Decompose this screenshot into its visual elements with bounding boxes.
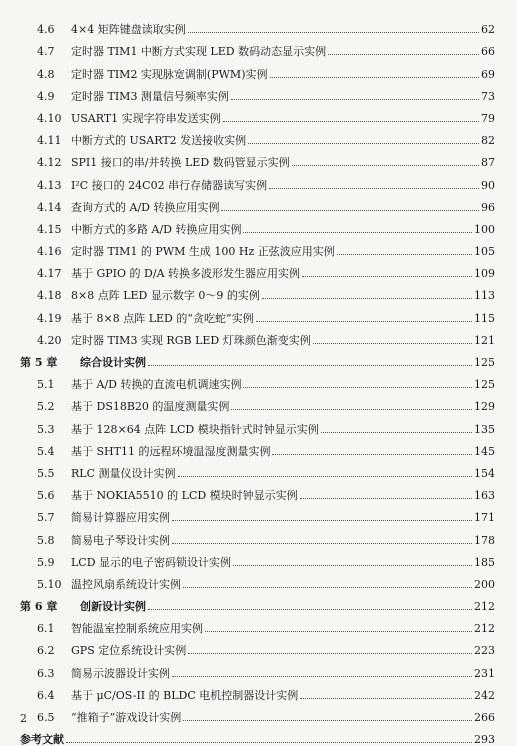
toc-references-entry [0, 724, 517, 746]
toc-entry-number: 4.15 [37, 222, 62, 236]
toc-entry-number: 4.20 [37, 333, 62, 347]
toc-entry-number: 5.8 [37, 533, 55, 547]
toc-section-entry [0, 458, 517, 480]
toc-entry-page: 212 [474, 622, 495, 636]
toc-entry-number: 4.7 [37, 45, 55, 59]
toc-entry-page: 113 [474, 289, 495, 303]
toc-entry-title: 综合设计实例 [80, 356, 146, 369]
toc-section-entry [0, 258, 517, 280]
toc-section-entry [0, 192, 517, 214]
toc-entry-title: 简易计算器应用实例 [71, 511, 170, 525]
toc-dot-leader [272, 454, 472, 455]
toc-entry-number: 4.14 [37, 200, 62, 214]
toc-section-entry [0, 302, 517, 324]
toc-entry-page: 129 [474, 400, 495, 414]
toc-entry-title: GPS 定位系统设计实例 [71, 644, 187, 658]
toc-section-entry [0, 214, 517, 236]
toc-dot-leader [262, 298, 472, 299]
toc-entry-page: 100 [474, 222, 495, 236]
toc-section-entry [0, 613, 517, 635]
toc-section-entry [0, 14, 517, 36]
toc-entry-page: 73 [481, 89, 495, 103]
toc-dot-leader [300, 498, 472, 499]
toc-chapter-entry [0, 591, 517, 613]
toc-entry-title: 基于 GPIO 的 D/A 转换多波形发生器应用实例 [71, 267, 301, 281]
toc-entry-page: 105 [474, 245, 495, 259]
toc-dot-leader [148, 609, 472, 610]
toc-dot-leader [66, 742, 472, 743]
toc-entry-number: 4.8 [37, 67, 55, 81]
toc-dot-leader [269, 188, 479, 189]
toc-entry-page: 266 [474, 711, 495, 724]
toc-entry-page: 96 [481, 200, 495, 214]
toc-entry-page: 79 [481, 111, 495, 125]
toc-dot-leader [183, 587, 472, 588]
toc-dot-leader [172, 543, 472, 544]
toc-entry-number: 4.12 [37, 156, 62, 170]
toc-entry-page: 200 [474, 577, 495, 591]
toc-section-entry [0, 502, 517, 524]
toc-entry-page: 69 [481, 67, 495, 81]
toc-entry-title: 8×8 点阵 LED 显示数字 0～9 的实例 [71, 289, 260, 303]
toc-entry-title: 定时器 TIM3 测量信号频率实例 [71, 89, 229, 103]
toc-section-entry [0, 280, 517, 302]
toc-entry-number: 5.10 [37, 577, 62, 591]
toc-entry-title: 中断方式的 USART2 发送接收实例 [71, 134, 247, 148]
toc-section-entry [0, 36, 517, 58]
toc-entry-title: 简易示波器设计实例 [71, 666, 170, 680]
toc-entry-title: 简易电子琴设计实例 [71, 533, 170, 547]
toc-dot-leader [231, 99, 479, 100]
toc-entry-number: 5.7 [37, 511, 55, 525]
toc-section-entry [0, 81, 517, 103]
toc-entry-number: 4.10 [37, 111, 62, 125]
toc-entry-page: 135 [474, 422, 495, 436]
toc-entry-number: 6.2 [37, 644, 55, 658]
toc-dot-leader [183, 720, 472, 721]
toc-entry-number: 4.9 [37, 89, 55, 103]
toc-section-entry [0, 635, 517, 657]
toc-dot-leader [313, 343, 472, 344]
toc-entry-number: 5.1 [37, 378, 55, 392]
footer-page-number: 2 [20, 712, 27, 725]
toc-entry-number: 5.2 [37, 400, 55, 414]
toc-dot-leader [302, 276, 472, 277]
toc-entry-page: 145 [474, 444, 495, 458]
toc-chapter-entry [0, 347, 517, 369]
toc-entry-number: 第 5 章 [20, 356, 58, 369]
toc-dot-leader [248, 143, 479, 144]
toc-entry-page: 125 [474, 356, 495, 369]
toc-entry-title: 温控风扇系统设计实例 [71, 577, 181, 591]
toc-entry-number: 4.6 [37, 23, 55, 37]
toc-entry-title: 定时器 TIM1 的 PWM 生成 100 Hz 正弦波应用实例 [71, 245, 335, 259]
toc-entry-page: 242 [474, 688, 495, 702]
toc-entry-page: 293 [474, 733, 495, 746]
toc-entry-page: 223 [474, 644, 495, 658]
toc-entry-page: 185 [474, 555, 495, 569]
toc-entry-title: 定时器 TIM1 中断方式实现 LED 数码动态显示实例 [71, 45, 327, 59]
toc-section-entry [0, 325, 517, 347]
toc-entry-title: 4×4 矩阵键盘读取实例 [71, 23, 186, 37]
toc-entry-title: 基于 SHT11 的远程环境温湿度测量实例 [71, 444, 271, 458]
toc-entry-title: USART1 实现字符串发送实例 [71, 111, 221, 125]
toc-entry-number: 5.5 [37, 466, 55, 480]
toc-dot-leader [233, 565, 472, 566]
toc-section-entry [0, 680, 517, 702]
toc-dot-leader [328, 54, 479, 55]
toc-entry-number: 5.9 [37, 555, 55, 569]
toc-entry-title: 基于 A/D 转换的直流电机调速实例 [71, 378, 242, 392]
toc-dot-leader [231, 409, 472, 410]
toc-entry-title: 定时器 TIM2 实现脉宽调制(PWM)实例 [71, 67, 268, 81]
toc-entry-page: 62 [481, 23, 495, 37]
toc-dot-leader [205, 631, 472, 632]
toc-section-entry [0, 413, 517, 435]
toc-entry-page: 87 [481, 156, 495, 170]
toc-section-entry [0, 103, 517, 125]
toc-dot-leader [243, 387, 472, 388]
toc-entry-page: 178 [474, 533, 495, 547]
toc-entry-number: 第 6 章 [20, 600, 58, 614]
toc-dot-leader [223, 121, 479, 122]
toc-dot-leader [188, 32, 479, 33]
toc-entry-title: RLC 测量仪设计实例 [71, 466, 176, 480]
toc-section-entry [0, 524, 517, 546]
toc-entry-number: 4.18 [37, 289, 62, 303]
toc-section-entry [0, 169, 517, 191]
toc-entry-title: 参考文献 [20, 733, 64, 746]
toc-entry-title: 基于 NOKIA5510 的 LCD 模块时钟显示实例 [71, 489, 298, 503]
toc-dot-leader [300, 698, 472, 699]
toc-dot-leader [243, 232, 472, 233]
toc-entry-title: 定时器 TIM3 实现 RGB LED 灯珠颜色渐变实例 [71, 333, 311, 347]
toc-dot-leader [148, 365, 472, 366]
toc-dot-leader [172, 520, 472, 521]
toc-entry-number: 5.6 [37, 489, 55, 503]
toc-entry-number: 5.4 [37, 444, 55, 458]
toc-dot-leader [256, 321, 472, 322]
toc-entry-page: 82 [481, 134, 495, 148]
toc-entry-page: 115 [474, 311, 495, 325]
toc-entry-title: 基于 μC/OS-II 的 BLDC 电机控制器设计实例 [71, 688, 299, 702]
toc-entry-page: 212 [474, 600, 495, 614]
toc-entry-title: I²C 接口的 24C02 串行存储器读写实例 [71, 178, 268, 192]
toc-entry-number: 6.4 [37, 688, 55, 702]
toc-entry-page: 171 [474, 511, 495, 525]
toc-section-entry [0, 147, 517, 169]
toc-entry-number: 4.17 [37, 267, 62, 281]
toc-entry-title: “推箱子”游戏设计实例 [71, 711, 182, 724]
toc-section-entry [0, 58, 517, 80]
toc-entry-number: 6.1 [37, 622, 55, 636]
toc-dot-leader [270, 77, 480, 78]
toc-entry-title: 基于 128×64 点阵 LCD 模块指针式时钟显示实例 [71, 422, 319, 436]
toc-section-entry [0, 391, 517, 413]
toc-dot-leader [221, 210, 479, 211]
toc-entry-title: LCD 显示的电子密码锁设计实例 [71, 555, 232, 569]
toc-section-entry [0, 436, 517, 458]
toc-section-entry [0, 657, 517, 679]
toc-entry-number: 4.19 [37, 311, 62, 325]
toc-section-entry [0, 702, 517, 724]
toc-entry-page: 154 [474, 466, 495, 480]
toc-entry-page: 109 [474, 267, 495, 281]
toc-section-entry [0, 480, 517, 502]
toc-entry-number: 4.13 [37, 178, 62, 192]
toc-entry-page: 231 [474, 666, 495, 680]
toc-entry-page: 66 [481, 45, 495, 59]
toc-section-entry [0, 125, 517, 147]
toc-entry-title: 智能温室控制系统应用实例 [71, 622, 203, 636]
toc-entry-title: 基于 DS18B20 的温度测量实例 [71, 400, 230, 414]
toc-dot-leader [188, 653, 472, 654]
toc-dot-leader [337, 254, 472, 255]
toc-entry-number: 4.16 [37, 245, 62, 259]
toc-entry-title: 基于 8×8 点阵 LED 的“贪吃蛇”实例 [71, 311, 254, 325]
toc-entry-page: 125 [474, 378, 495, 392]
toc-dot-leader [321, 432, 472, 433]
toc-entry-page: 90 [481, 178, 495, 192]
toc-entry-page: 163 [474, 489, 495, 503]
toc-dot-leader [178, 476, 473, 477]
toc-entry-number: 4.11 [37, 134, 62, 148]
toc-entry-number: 6.3 [37, 666, 55, 680]
toc-entry-number: 6.5 [37, 711, 55, 724]
toc-entry-title: 中断方式的多路 A/D 转换应用实例 [71, 222, 242, 236]
toc-entry-number: 5.3 [37, 422, 55, 436]
toc-section-entry [0, 236, 517, 258]
toc-entry-title: 查询方式的 A/D 转换应用实例 [71, 200, 220, 214]
toc-dot-leader [292, 165, 479, 166]
toc-section-entry [0, 369, 517, 391]
toc-section-entry [0, 569, 517, 591]
toc-dot-leader [172, 676, 472, 677]
toc-entry-title: 创新设计实例 [80, 600, 146, 614]
toc-entry-title: SPI1 接口的串/并转换 LED 数码管显示实例 [71, 156, 290, 170]
table-of-contents [0, 14, 517, 746]
toc-section-entry [0, 547, 517, 569]
toc-entry-page: 121 [474, 333, 495, 347]
